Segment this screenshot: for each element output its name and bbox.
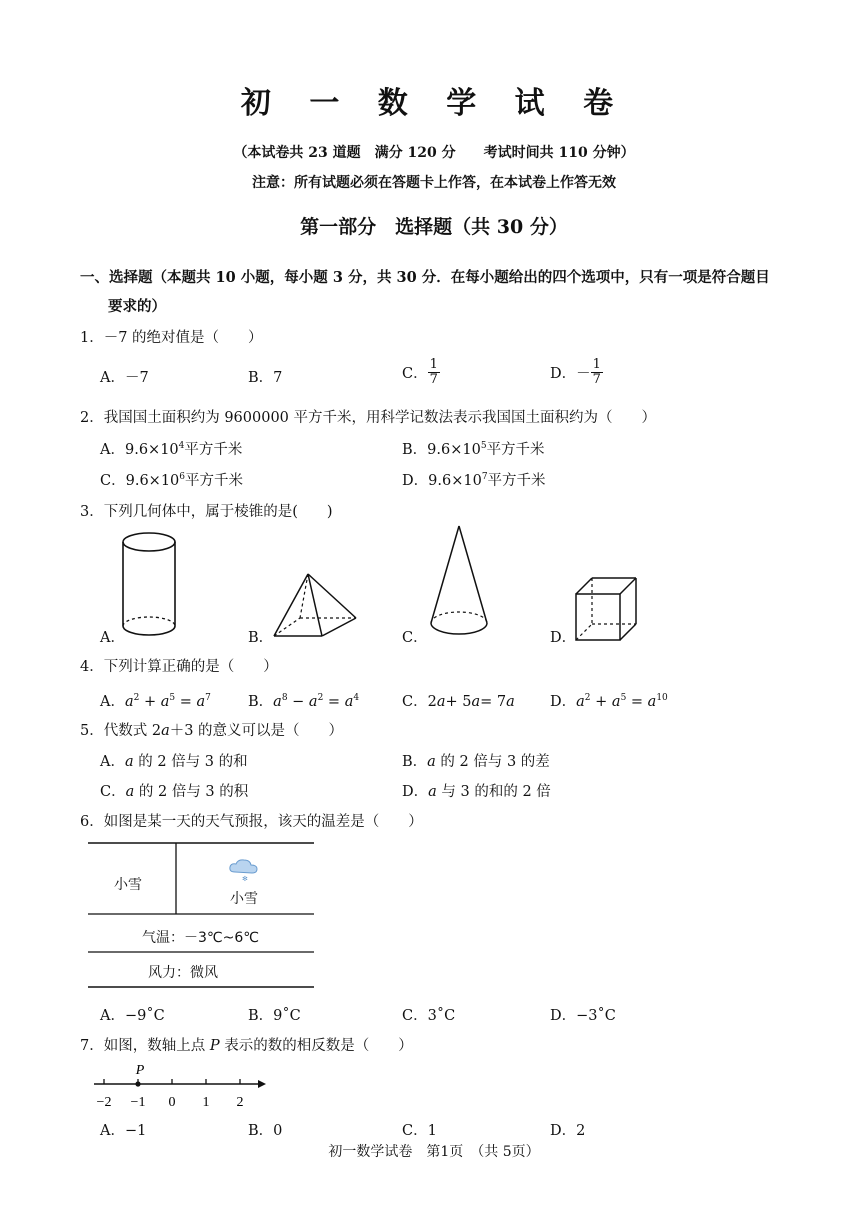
q1-option-b: B．7 xyxy=(248,370,283,386)
exam-info: （本试卷共 23 道题 满分 120 分 考试时间共 110 分钟） xyxy=(233,145,635,161)
pyramid-figure xyxy=(270,570,362,642)
svg-text:✻: ✻ xyxy=(242,875,248,882)
number-line-arrow xyxy=(258,1080,266,1088)
q1-option-c: C． $\frac{1}{7}$ xyxy=(402,357,438,387)
question-1: 1．－7 的绝对值是（ ） xyxy=(80,330,263,346)
question-7: 7．如图，数轴上点 P 表示的数的相反数是（ ） xyxy=(80,1038,413,1054)
q6-option-b: B．9˚C xyxy=(248,1008,301,1024)
weather-left-label: 小雪 xyxy=(114,877,142,893)
q2-option-b: B．$9.6\times 10^5$平方千米 xyxy=(402,441,545,458)
weather-forecast-table xyxy=(88,842,314,988)
snow-cloud-icon xyxy=(227,856,261,882)
q1-option-a: A．－7 xyxy=(100,370,149,386)
point-p-marker xyxy=(135,1081,140,1086)
question-6: 6．如图是某一天的天气预报，该天的温差是（ ） xyxy=(80,814,423,830)
number-line-tick-label: 2 xyxy=(236,1095,244,1110)
q4-option-d: D．$a^2 + a^5 = a^{10}$ xyxy=(550,693,668,710)
point-p-label: P xyxy=(135,1063,145,1078)
question-2: 2．我国国土面积约为 9600000 平方千米，用科学记数法表示我国国土面积约为（ ） xyxy=(80,410,657,426)
number-line-tick-label: 0 xyxy=(168,1095,176,1110)
q5-option-c: C．a 的 2 倍与 3 的积 xyxy=(100,784,249,800)
number-line-tick-label: −1 xyxy=(130,1095,146,1110)
question-5: 5．代数式 2a＋3 的意义可以是（ ） xyxy=(80,723,344,739)
wind-level: 风力：微风 xyxy=(148,965,218,981)
q2-option-d: D．$9.6\times 10^7$平方千米 xyxy=(402,472,546,489)
cone-figure xyxy=(426,523,492,645)
cube-figure xyxy=(572,574,640,644)
q3-label-a: A． xyxy=(100,630,125,646)
page-footer: 初一数学试卷 第1页 （共 5页） xyxy=(328,1144,540,1160)
q5-option-d: D．a 与 3 的和的 2 倍 xyxy=(402,784,551,800)
section-heading: 一、选择题（本题共 10 小题，每小题 3 分，共 30 分．在每小题给出的四个选项中，只有一项是符合题目 xyxy=(80,269,770,286)
weather-right-label: 小雪 xyxy=(230,891,258,907)
page-title: 初 一 数 学 试 卷 xyxy=(240,86,628,121)
q1-option-d: D．－ $\frac{1}{7}$ xyxy=(550,357,601,387)
q7-option-a: A．−1 xyxy=(100,1123,147,1139)
section-heading-cont: 要求的） xyxy=(108,298,166,315)
number-line-tick-label: 1 xyxy=(202,1095,210,1110)
q3-label-b: B． xyxy=(248,630,274,646)
cylinder-figure xyxy=(118,530,180,645)
q6-option-c: C．3˚C xyxy=(402,1008,456,1024)
q4-option-c: C．2a+ 5a= 7a xyxy=(402,694,515,710)
q4-option-b: B．$a^8 - a^2 = a^4$ xyxy=(248,693,360,710)
q7-option-b: B．0 xyxy=(248,1123,283,1139)
number-line xyxy=(88,1058,274,1114)
q2-option-a: A．$9.6\times 10^4$平方千米 xyxy=(100,441,243,458)
q5-option-a: A．a 的 2 倍与 3 的和 xyxy=(100,754,248,770)
part-heading: 第一部分 选择题（共 30 分） xyxy=(300,216,568,238)
q7-option-c: C．1 xyxy=(402,1123,437,1139)
number-line-tick-label: −2 xyxy=(96,1095,112,1110)
q6-option-a: A．−9˚C xyxy=(100,1008,165,1024)
question-4: 4．下列计算正确的是（ ） xyxy=(80,659,278,675)
temperature-range: 气温：－3℃~6℃ xyxy=(142,930,259,946)
q4-option-a: A．$a^2 + a^5 = a^7$ xyxy=(100,693,211,710)
exam-notice: 注意：所有试题必须在答题卡上作答，在本试卷上作答无效 xyxy=(252,175,616,191)
question-3: 3．下列几何体中，属于棱锥的是( ) xyxy=(80,504,333,520)
q3-label-c: C． xyxy=(402,630,428,646)
q6-option-d: D．−3˚C xyxy=(550,1008,616,1024)
q2-option-c: C．$9.6\times 10^6$平方千米 xyxy=(100,472,244,489)
q5-option-b: B．a 的 2 倍与 3 的差 xyxy=(402,754,550,770)
q7-option-d: D．2 xyxy=(550,1123,586,1139)
q3-label-d: D． xyxy=(550,630,577,646)
